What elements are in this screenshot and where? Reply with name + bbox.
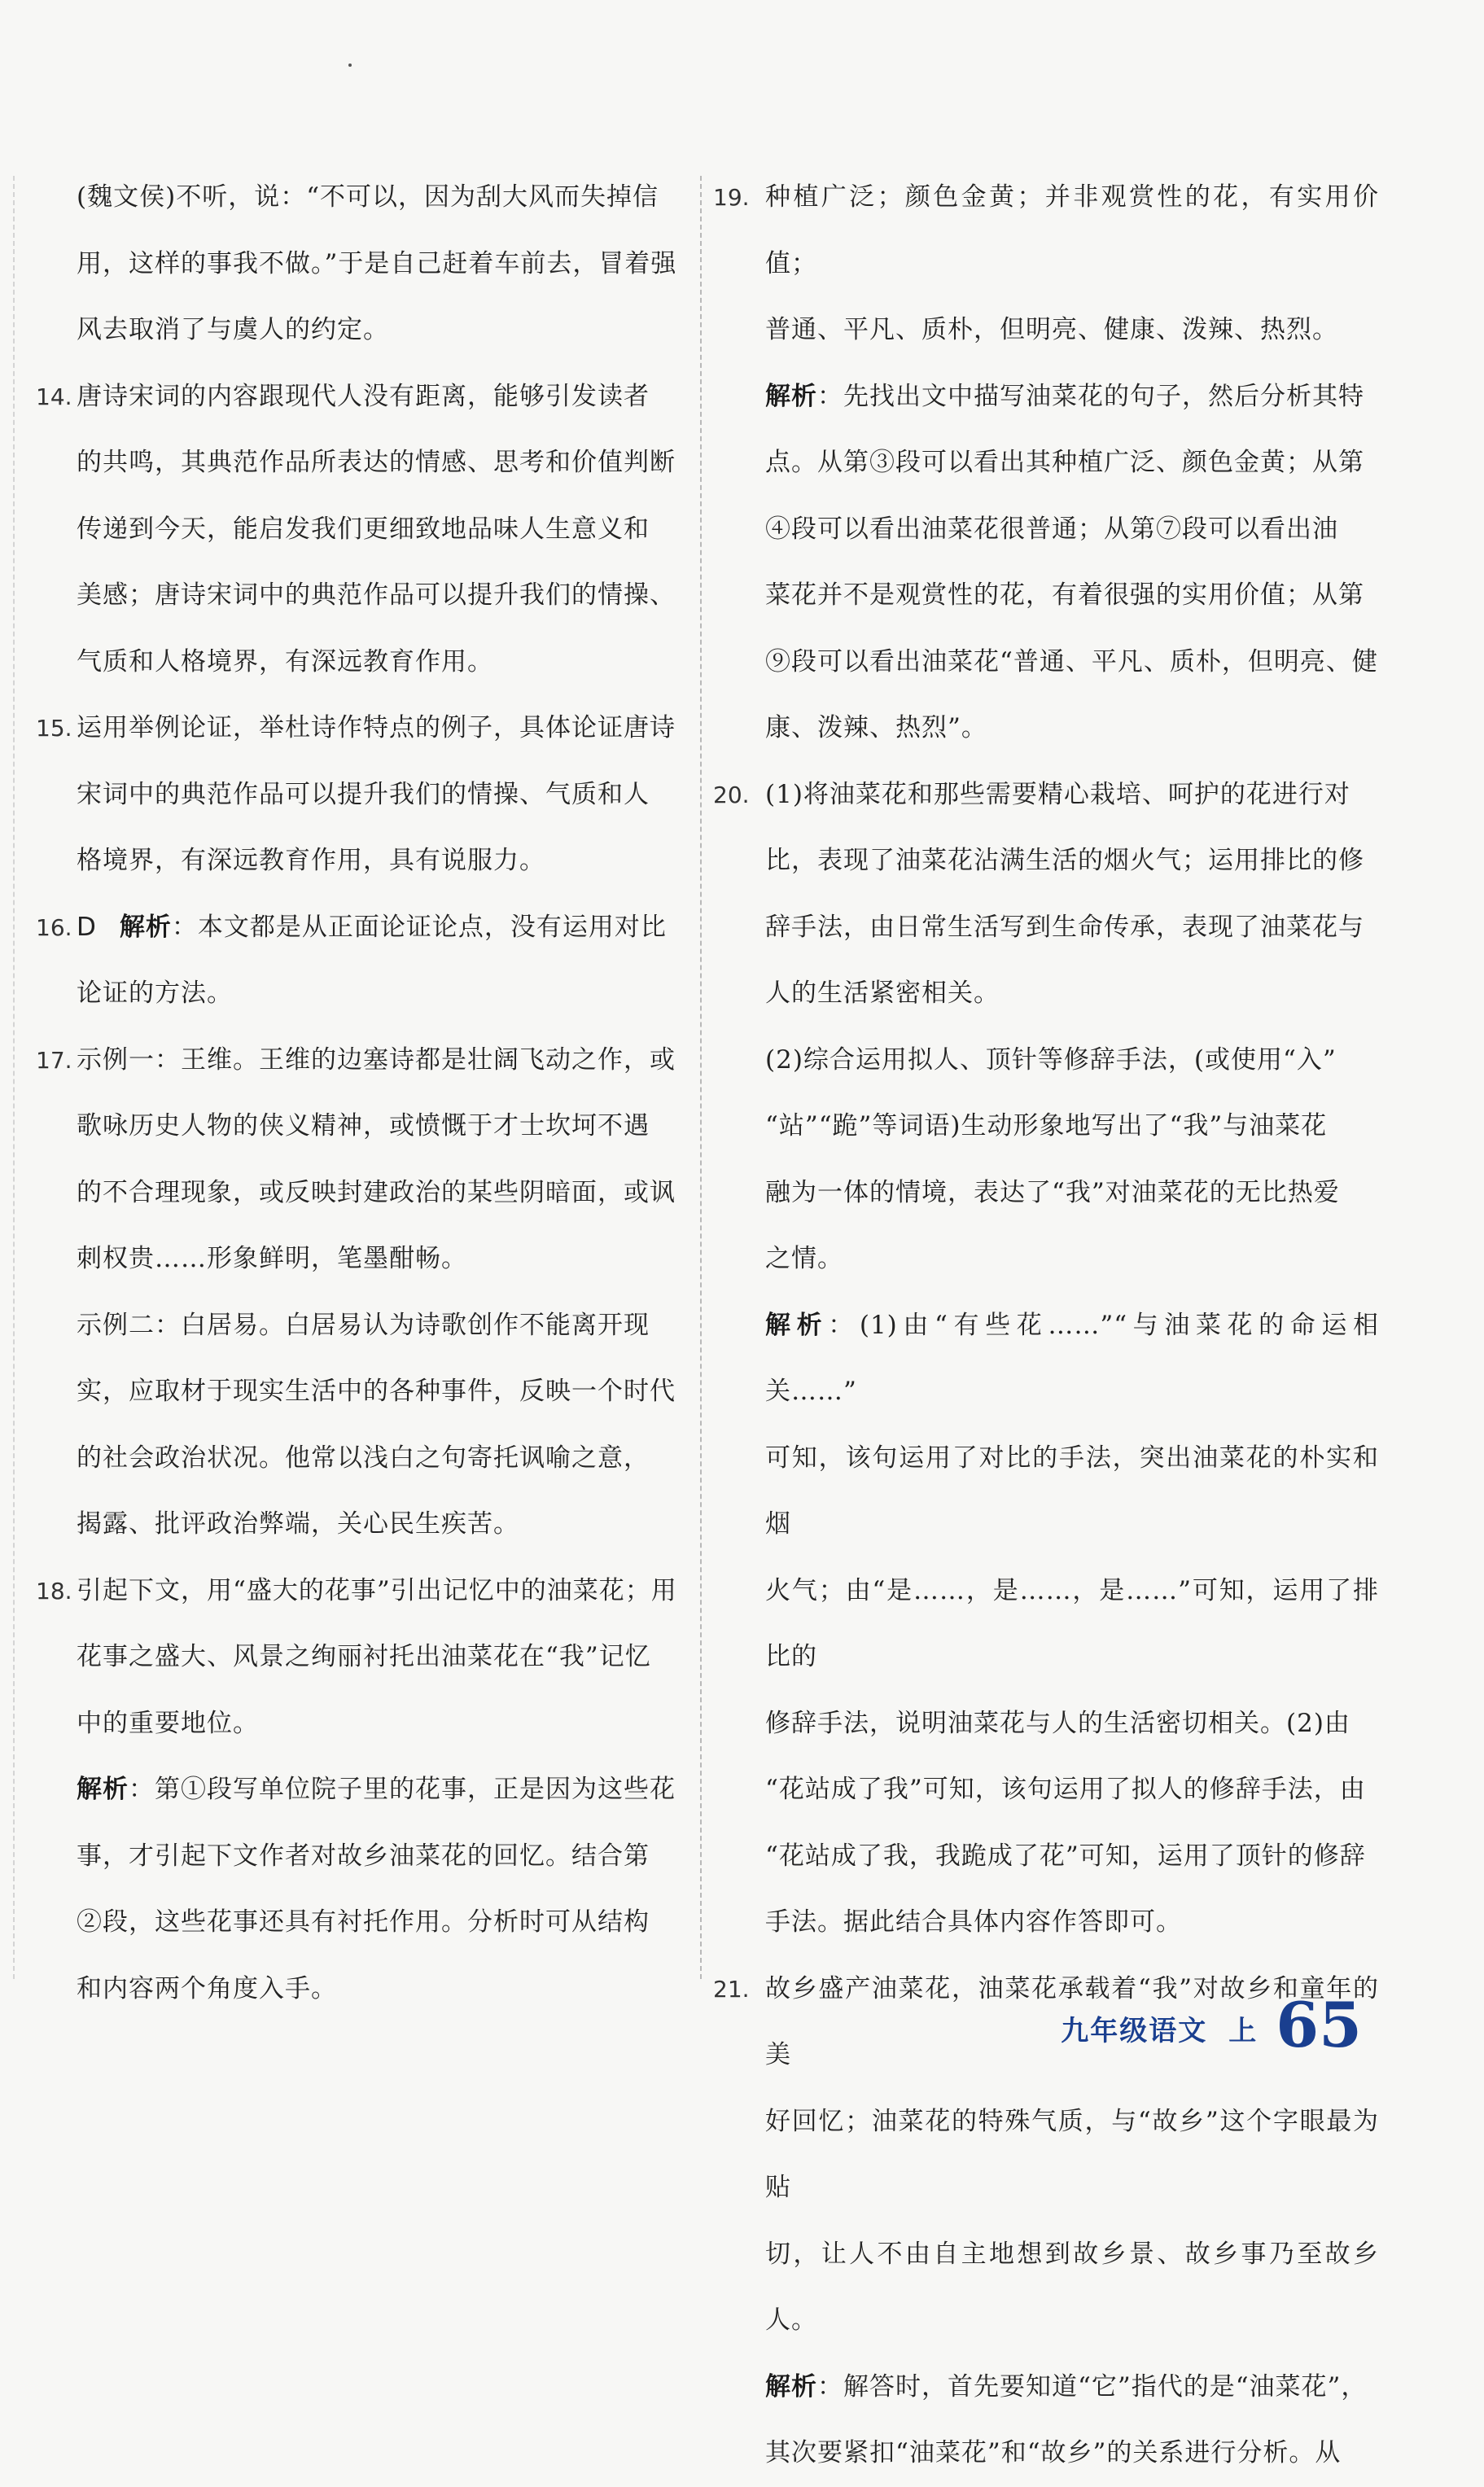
- text-line: 融为一体的情境，表达了“我”对油菜花的无比热爱: [765, 1177, 1340, 1207]
- analysis-label: 解析: [765, 1310, 829, 1340]
- column-divider: [700, 176, 702, 1979]
- volume-label: 上: [1228, 2015, 1257, 2047]
- text-line: 之情。: [765, 1244, 843, 1273]
- text-line: 修辞手法，说明油菜花与人的生活密切相关。(2)由: [765, 1708, 1350, 1738]
- text-line: 和内容两个角度入手。: [77, 1973, 337, 2003]
- text-line: 的社会政治状况。他常以浅白之句寄托讽喻之意，: [77, 1443, 650, 1473]
- text-line: 人的生活紧密相关。: [765, 979, 1000, 1008]
- question-number: 14.: [36, 383, 72, 410]
- question-number: 15.: [36, 715, 72, 742]
- text-line: 辞手法，由日常生活写到生命传承，表现了油菜花与: [765, 912, 1364, 942]
- analysis-label: 解析: [77, 1775, 129, 1804]
- answer-line: [77, 895, 687, 961]
- question-15: [36, 695, 687, 895]
- analysis-line: [765, 1293, 1379, 1425]
- text-line: (魏文侯)不听，说：“不可以，因为刮大风而失掉信: [77, 182, 659, 212]
- text-line: “花站成了我，我跪成了花”可知，运用了顶针的修辞: [765, 1841, 1366, 1871]
- analysis-line: [765, 364, 1379, 431]
- question-number: 19.: [713, 184, 750, 211]
- text-line: 手法。据此结合具体内容作答即可。: [765, 1907, 1182, 1937]
- analysis-label: 解析: [765, 2371, 817, 2402]
- text-line: ④段可以看出油菜花很普通；从第⑦段可以看出油: [765, 514, 1338, 544]
- right-column: [713, 164, 1379, 2487]
- text-line: 宋词中的典范作品可以提升我们的情操、气质和人: [77, 779, 650, 809]
- question-number: 17.: [36, 1046, 72, 1074]
- text-line: 格境界，有深远教育作用，具有说服力。: [77, 846, 545, 875]
- text-line: 普通、平凡、质朴，但明亮、健康、泼辣、热烈。: [765, 315, 1338, 344]
- analysis-line: [765, 2354, 1379, 2421]
- answer-choice: D: [77, 912, 97, 942]
- text-line: ⑨段可以看出油菜花“普通、平凡、质朴，但明亮、健: [765, 646, 1378, 676]
- text-line: 用，这样的事我不做。”于是自己赶着车前去，冒着强: [77, 248, 677, 278]
- text-line: 菜花并不是观赏性的花，有着很强的实用价值；从第: [765, 580, 1364, 610]
- question-number: 21.: [713, 1975, 750, 2003]
- analysis-text: ：第①段写单位院子里的花事，正是因为这些花: [129, 1775, 676, 1804]
- text-line: 好回忆；油菜花的特殊气质，与“故乡”这个字眼最为贴: [765, 2106, 1379, 2202]
- analysis-text: ：解答时，首先要知道“它”指代的是“油菜花”，: [817, 2371, 1368, 2402]
- text-line: 康、泼辣、热烈”。: [765, 713, 987, 742]
- text-line: 比，表现了油菜花沾满生活的烟火气；运用排比的修: [765, 846, 1364, 875]
- text-line: 点。从第③段可以看出其种植广泛、颜色金黄；从第: [765, 448, 1364, 477]
- text-line: 歌咏历史人物的侠义精神，或愤慨于才士坎坷不遇: [77, 1111, 650, 1141]
- text-line: 传递到今天，能启发我们更细致地品味人生意义和: [77, 514, 650, 544]
- left-column: [36, 164, 687, 2022]
- text-line: 揭露、批评政治弊端，关心民生疾苦。: [77, 1509, 519, 1539]
- analysis-text: ：本文都是从正面论证论点，没有运用对比: [171, 912, 667, 942]
- text-line: 运用举例论证，举杜诗作特点的例子，具体论证唐诗: [77, 713, 676, 742]
- left-edge-rule: [13, 176, 15, 1979]
- question-16: [36, 895, 687, 1027]
- text-line: “花站成了我”可知，该句运用了拟人的修辞手法，由: [765, 1775, 1366, 1804]
- text-line: 的不合理现象，或反映封建政治的某些阴暗面，或讽: [77, 1177, 676, 1207]
- question-number: 18.: [36, 1577, 72, 1605]
- analysis-label: 解析: [119, 912, 172, 942]
- text-line: 火气；由“是……，是……，是……”可知，运用了排比的: [765, 1575, 1379, 1671]
- text-line: 可知，该句运用了对比的手法，突出油菜花的朴实和烟: [765, 1443, 1379, 1539]
- text-line: 其次要紧扣“油菜花”和“故乡”的关系进行分析。从: [765, 2438, 1342, 2467]
- analysis-text: ：(1)由“有些花……”“与油菜花的命运相关……”: [765, 1310, 1379, 1406]
- scan-speck: [348, 63, 352, 67]
- text-line: 刺权贵……形象鲜明，笔墨酣畅。: [77, 1244, 467, 1273]
- text-line: (1)将油菜花和那些需要精心栽培、呵护的花进行对: [765, 779, 1350, 809]
- text-line: 美感；唐诗宋词中的典范作品可以提升我们的情操、: [77, 580, 676, 610]
- grade-subject-label: 九年级语文: [1061, 2015, 1208, 2047]
- text-line: 示例一：王维。王维的边塞诗都是壮阔飞动之作，或: [77, 1044, 676, 1075]
- question-19: [713, 164, 1379, 762]
- text-line: 事，才引起下文作者对故乡油菜花的回忆。结合第: [77, 1841, 650, 1871]
- text-line: 故乡盛产油菜花，油菜花承载着“我”对故乡和童年的美: [765, 1973, 1379, 2069]
- question-number: 20.: [713, 781, 750, 808]
- text-line: 论证的方法。: [77, 979, 233, 1008]
- text-line: 中的重要地位。: [77, 1708, 259, 1738]
- text-line: 气质和人格境界，有深远教育作用。: [77, 646, 493, 676]
- text-line: (2)综合运用拟人、顶针等修辞手法，(或使用“入”: [765, 1044, 1337, 1075]
- question-17: [36, 1027, 687, 1558]
- text-line: 风去取消了与虞人的约定。: [77, 315, 389, 344]
- text-line: 花事之盛大、风景之绚丽衬托出油菜花在“我”记忆: [77, 1642, 651, 1671]
- analysis-label: 解析: [765, 381, 817, 411]
- analysis-line: [77, 1757, 687, 1824]
- text-line: 的共鸣，其典范作品所表达的情感、思考和价值判断: [77, 448, 676, 477]
- text-line: 唐诗宋词的内容跟现代人没有距离，能够引发读者: [77, 381, 650, 411]
- question-14: [36, 364, 687, 696]
- question-18: [36, 1558, 687, 2023]
- text-line: 切，让人不由自主地想到故乡景、故乡事乃至故乡人。: [765, 2239, 1379, 2335]
- text-line: 实，应取材于现实生活中的各种事件，反映一个时代: [77, 1377, 676, 1406]
- text-line: “站”“跪”等词语)生动形象地写出了“我”与油菜花: [765, 1111, 1328, 1141]
- text-line: 种植广泛；颜色金黄；并非观赏性的花，有实用价值；: [765, 182, 1379, 278]
- text-line: 引起下文，用“盛大的花事”引出记忆中的油菜花；用: [77, 1575, 677, 1605]
- text-line: 示例二：白居易。白居易认为诗歌创作不能离开现: [77, 1310, 650, 1340]
- analysis-text: ：先找出文中描写油菜花的句子，然后分析其特: [817, 381, 1364, 411]
- page-footer: [1061, 1989, 1362, 2061]
- question-number: 16.: [36, 913, 72, 941]
- text-line: ②段，这些花事还具有衬托作用。分析时可从结构: [77, 1907, 650, 1937]
- continuation-block: [36, 164, 687, 364]
- page-number: 65: [1276, 1989, 1362, 2061]
- question-20: [713, 762, 1379, 1956]
